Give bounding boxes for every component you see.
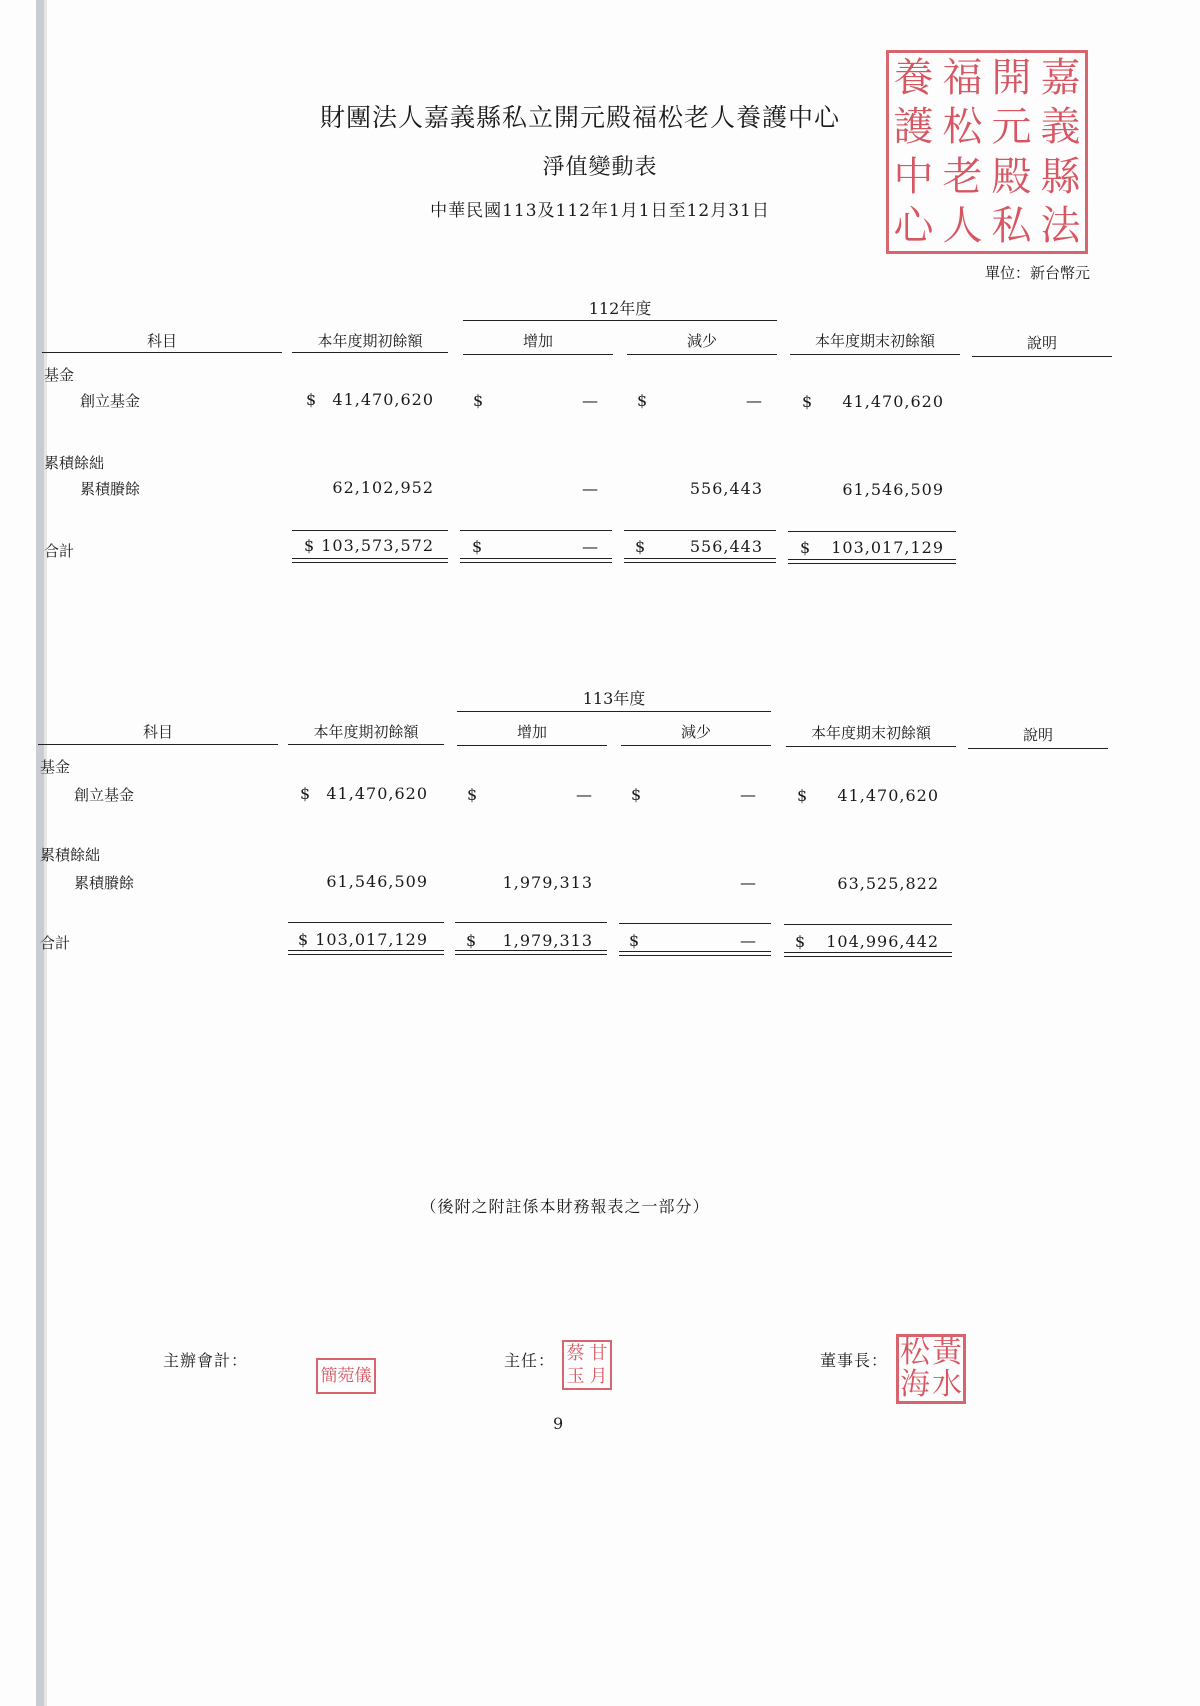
seal-char: 心: [893, 203, 934, 250]
total-double-underline: [455, 950, 607, 955]
subtotal-line: [784, 924, 952, 925]
col-header-closing: 本年度期末初餘額: [814, 332, 935, 350]
cell-value: 556,443: [689, 537, 763, 556]
subtotal-line: [292, 530, 448, 531]
total-double-underline: [460, 558, 612, 563]
cell-value: 104,996,442: [826, 932, 939, 951]
dollar-sign: $: [304, 536, 315, 555]
subtotal-line: [455, 922, 607, 923]
header-underline: [457, 745, 607, 746]
dollar-sign: $: [629, 931, 640, 950]
cell-increase: [473, 391, 599, 413]
cell-value: —: [582, 391, 599, 410]
director-seal: [562, 1340, 612, 1390]
seal-char: 養: [893, 54, 934, 101]
col-header-opening: 本年度期初餘額: [313, 723, 419, 741]
col-header-increase: 增加: [522, 332, 553, 350]
seal-char: 老: [942, 153, 983, 200]
section-heading: 基金: [40, 758, 71, 776]
seal-char: 護: [893, 104, 934, 151]
chairman-seal: [896, 1334, 966, 1404]
total-double-underline: [288, 950, 444, 955]
seal-char: 人: [942, 203, 983, 250]
total-opening: [298, 930, 428, 952]
header-underline: [38, 744, 278, 745]
seal-char: 嘉: [1040, 54, 1081, 101]
cell-closing: [802, 480, 944, 502]
total-double-underline: [292, 558, 448, 563]
year-underline: [457, 711, 771, 712]
subtotal-line: [619, 923, 771, 924]
row-item-label: 累積賸餘: [74, 874, 135, 892]
cell-opening: [306, 478, 434, 500]
header-underline: [627, 354, 777, 355]
accountant-label: 主辦會計：: [163, 1351, 249, 1370]
dollar-sign: $: [802, 392, 813, 411]
cell-increase: [473, 479, 599, 501]
cell-value: —: [582, 479, 599, 498]
cell-value: —: [740, 873, 757, 892]
total-closing: [800, 538, 944, 560]
cell-value: —: [740, 785, 757, 804]
seal-char: 私: [991, 203, 1032, 250]
cell-opening: [300, 784, 428, 806]
cell-opening: [306, 390, 434, 412]
col-header-note: 說明: [1026, 334, 1057, 352]
col-header-item: 科目: [142, 723, 173, 741]
dollar-sign: $: [467, 785, 478, 804]
total-opening: [304, 536, 434, 558]
dollar-sign: $: [300, 784, 311, 803]
col-header-opening: 本年度期初餘額: [317, 332, 423, 350]
total-closing: [795, 932, 939, 954]
section-heading: 累積餘絀: [40, 846, 101, 864]
total-double-underline: [788, 559, 956, 564]
seal-char: 玉: [566, 1365, 585, 1387]
cell-value: 61,546,509: [842, 480, 944, 499]
report-period: 中華民國113及112年1月1日至12月31日: [430, 201, 770, 221]
dollar-sign: $: [466, 931, 477, 950]
cell-value: —: [740, 931, 757, 950]
cell-decrease: [637, 479, 763, 501]
seal-char: 開: [991, 54, 1032, 101]
header-underline: [972, 356, 1112, 357]
footnote: （後附之附註係本財務報表之一部分）: [420, 1197, 710, 1216]
cell-value: 103,017,129: [831, 538, 944, 557]
cell-value: 41,470,620: [332, 390, 434, 409]
accountant-seal: 簡菀儀: [316, 1358, 376, 1394]
cell-value: 103,573,572: [321, 536, 434, 555]
seal-char: 黃: [932, 1335, 962, 1370]
seal-char: 元: [991, 104, 1032, 151]
col-header-decrease: 減少: [686, 332, 717, 350]
currency-unit: 單位：新台幣元: [985, 264, 1091, 282]
col-header-item: 科目: [146, 332, 177, 350]
cell-value: 1,979,313: [502, 931, 593, 950]
cell-value: —: [582, 537, 599, 556]
dollar-sign: $: [631, 785, 642, 804]
cell-closing: [802, 392, 944, 414]
cell-closing: [797, 874, 939, 896]
row-item-label: 創立基金: [74, 786, 135, 804]
seal-char: 松: [942, 104, 983, 151]
director-label: 主任：: [504, 1351, 556, 1370]
section-heading: 基金: [44, 366, 75, 384]
seal-char: 義: [1040, 104, 1081, 151]
col-header-note: 說明: [1022, 726, 1053, 744]
dollar-sign: $: [306, 390, 317, 409]
header-underline: [790, 354, 960, 355]
subtotal-line: [460, 530, 612, 531]
col-header-decrease: 減少: [680, 723, 711, 741]
cell-value: 41,470,620: [326, 784, 428, 803]
cell-opening: [300, 872, 428, 894]
cell-value: 41,470,620: [842, 392, 944, 411]
total-double-underline: [784, 952, 952, 957]
cell-value: —: [746, 391, 763, 410]
seal-char: 水: [932, 1367, 962, 1402]
header-underline: [42, 352, 282, 353]
org-name: 財團法人嘉義縣私立開元殿福松老人養護中心: [319, 103, 840, 132]
year-label: 113年度: [582, 689, 646, 708]
dollar-sign: $: [797, 786, 808, 805]
header-underline: [288, 744, 444, 745]
dollar-sign: $: [635, 537, 646, 556]
cell-value: 41,470,620: [837, 786, 939, 805]
seal-char: 縣: [1040, 153, 1081, 200]
total-label: 合計: [40, 934, 71, 952]
total-double-underline: [619, 951, 771, 956]
seal-char: 甘: [589, 1342, 608, 1364]
total-increase: [472, 537, 599, 559]
subtotal-line: [288, 922, 444, 923]
seal-char: 蔡: [566, 1342, 585, 1364]
seal-char: 月: [589, 1365, 608, 1387]
total-label: 合計: [44, 542, 75, 560]
header-underline: [786, 746, 956, 747]
total-double-underline: [624, 558, 776, 563]
cell-value: —: [576, 785, 593, 804]
dollar-sign: $: [637, 391, 648, 410]
dollar-sign: $: [472, 537, 483, 556]
dollar-sign: $: [800, 538, 811, 557]
cell-closing: [797, 786, 939, 808]
organization-seal: [886, 50, 1088, 254]
dollar-sign: $: [298, 930, 309, 949]
subtotal-line: [624, 530, 776, 531]
chairman-label: 董事長：: [820, 1351, 889, 1370]
cell-value: 61,546,509: [326, 872, 428, 891]
seal-char: 松: [900, 1335, 930, 1370]
cell-value: 63,525,822: [837, 874, 939, 893]
seal-char: 殿: [991, 153, 1032, 200]
header-underline: [463, 354, 613, 355]
year-underline: [463, 320, 777, 321]
row-item-label: 累積賸餘: [80, 480, 141, 498]
cell-value: 62,102,952: [332, 478, 434, 497]
header-underline: [621, 745, 771, 746]
year-label: 112年度: [588, 299, 652, 318]
cell-increase: [467, 873, 593, 895]
subtotal-line: [788, 531, 956, 532]
row-item-label: 創立基金: [80, 392, 141, 410]
header-underline: [968, 748, 1108, 749]
col-header-increase: 增加: [516, 723, 547, 741]
total-decrease: [629, 931, 757, 953]
seal-char: 福: [942, 54, 983, 101]
cell-value: 1,979,313: [502, 873, 593, 892]
cell-decrease: [631, 785, 757, 807]
total-decrease: [635, 537, 763, 559]
seal-char: 法: [1040, 203, 1081, 250]
dollar-sign: $: [795, 932, 806, 951]
cell-decrease: [631, 873, 757, 895]
cell-increase: [467, 785, 593, 807]
cell-decrease: [637, 391, 763, 413]
dollar-sign: $: [473, 391, 484, 410]
page-number: 9: [553, 1414, 564, 1433]
cell-value: 103,017,129: [315, 930, 428, 949]
report-title: 淨值變動表: [542, 155, 658, 180]
seal-char: 海: [900, 1367, 930, 1402]
header-underline: [292, 352, 448, 353]
seal-char: 中: [893, 153, 934, 200]
section-heading: 累積餘絀: [44, 454, 105, 472]
col-header-closing: 本年度期末初餘額: [810, 724, 931, 742]
cell-value: 556,443: [689, 479, 763, 498]
